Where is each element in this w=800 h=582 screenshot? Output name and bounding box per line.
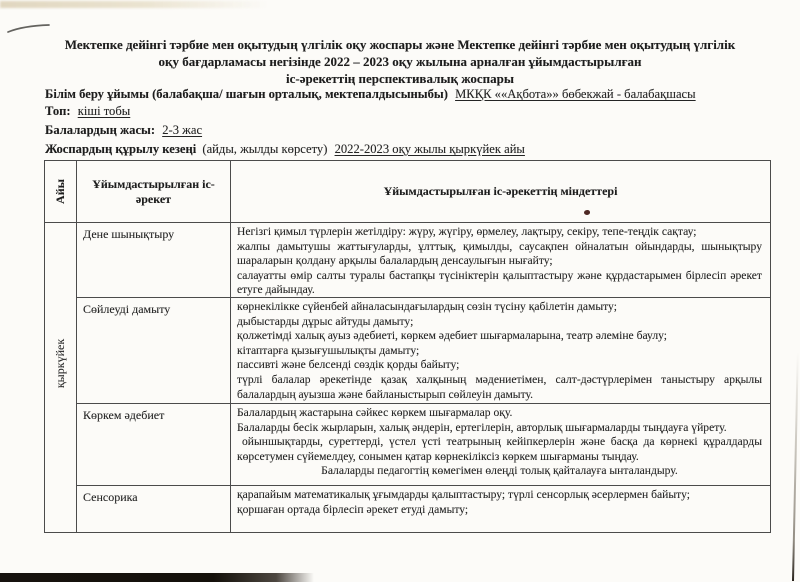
age-line — [45, 122, 775, 139]
table-header-tasks: Ұйымдастырылған іс-әрекеттің міндеттері — [231, 161, 770, 223]
group-line — [45, 103, 775, 120]
task-line: көрнекілікке сүйенбей айналасындағылардың сөзін түсіну қабілетін дамыту; — [237, 300, 617, 313]
task-line: Негізгі қимыл түрлерін жетілдіру: жүру, жүгіру, өрмелеу, лақтыру, секіру, тепе-теңдік сақтау; — [237, 225, 697, 238]
tasks-cell-literature — [231, 404, 770, 486]
scan-black-bar — [0, 573, 314, 582]
task-line: қолжетімді халық ауыз әдебиеті, көркем әдебиет шығармаларына, театр әлеміне баулу; — [237, 329, 667, 343]
activity-cell-physical: Дене шынықтыру — [77, 223, 231, 298]
org-label: Білім беру ұйымы (балабақша/ шағын орталық, мектепалдысыныбы) — [45, 87, 448, 101]
activity-cell-sensory: Сенсорика — [77, 486, 231, 532]
task-line: Балаларды бесік жырларын, халық әндерін, ертегілерін, авторлық шығармаларды тыңдауға үйрету. — [237, 420, 727, 434]
tasks-cell-sensory — [231, 486, 770, 532]
age-value: 2-3 жас — [162, 123, 203, 137]
task-line: қоршаған ортада бірлесіп әрекет етуді дамыту; — [237, 502, 469, 516]
tasks-cell-speech — [231, 298, 770, 404]
month-header-label: Айы — [52, 179, 67, 204]
plan-table — [44, 160, 771, 533]
task-line: жалпы дамытушы жаттығуларды, ұлттық, қимылды, саусақпен ойналатын ойындарды, шынықтыру шараларын қолдану арқылы балалардың денсаулығын нығайту; — [237, 239, 762, 268]
task-line: Балалардың жастарына сәйкес көркем шығармалар оқу. — [237, 406, 513, 419]
scan-shadow-strip — [0, 1, 268, 8]
org-value: МКҚК ««Ақбота»» бөбекжай - балабақшасы — [455, 87, 696, 101]
title-line-2: оқу бағдарламасы негізінде 2022 – 2023 оқу жылына арналған ұйымдастырылған — [158, 54, 642, 69]
period-value: 2022-2023 оқу жылы қыркүйек айы — [334, 142, 525, 156]
title-line-1: Мектепке дейінгі тәрбие мен оқытудың үлгілік оқу жоспары және Мектепке дейінгі тәрбие мен оқытудың үлгілік — [64, 37, 736, 52]
task-line: салауатты өмір салты туралы бастапқы түсініктерін қалыптастыру және құрдастарымен бірлесіп әрекет етуге дайындау. — [237, 268, 762, 297]
period-note: (айды, жылды көрсету) — [202, 142, 328, 156]
period-line — [45, 141, 775, 158]
task-line: қарапайым математикалық ұғымдарды қалыптастыру; түрлі сенсорлық әсерлермен байыту; — [237, 488, 690, 501]
task-line: ойыншықтарды, суреттерді, үстел үсті театрының кейіпкерлерін және басқа да көрнекі құралдарды көрсетумен сүйемелдеу, сонымен қатар көрнекіліксіз көркем шығарманы тыңдау. — [237, 435, 762, 463]
document-meta — [45, 86, 775, 158]
table-header-month — [45, 161, 77, 223]
task-line: түрлі балалар әрекетінде қазақ халқының мәдениетімен, салт-дәстүрлерімен таныстыру арқылы балалардың ауызша және байланыстырып сөйлеуін дамыту. — [237, 372, 762, 401]
scan-edge-line — [792, 352, 799, 581]
tasks-cell-physical — [231, 223, 770, 298]
title-line-3: іс-әрекеттің перспективалық жоспары — [286, 71, 514, 86]
document-title — [40, 36, 760, 87]
month-cell — [45, 223, 77, 532]
task-line: кітаптарға қызығушылықты дамыту; — [237, 343, 420, 357]
task-line: пассивті және белсенді сөздік қорды байыту; — [237, 358, 460, 372]
activity-cell-speech: Сөйлеуді дамыту — [77, 298, 231, 404]
table-header-activity: Ұйымдастырылған іс-әрекет — [77, 161, 231, 223]
period-label: Жоспардың құрылу кезеңі — [45, 142, 197, 156]
month-value: қыркүйек — [53, 338, 67, 389]
age-label: Балалардың жасы: — [45, 123, 156, 137]
activity-cell-literature: Көркем әдебиет — [77, 404, 231, 486]
org-line — [45, 86, 775, 103]
pen-mark — [6, 21, 52, 35]
group-value: кіші тобы — [77, 104, 131, 118]
task-line: Балаларды педагогтің көмегімен өлеңді толық қайталауға ынталандыру. — [321, 464, 678, 478]
group-label: Топ: — [45, 104, 71, 118]
task-line: дыбыстарды дұрыс айтуды дамыту; — [237, 314, 414, 328]
